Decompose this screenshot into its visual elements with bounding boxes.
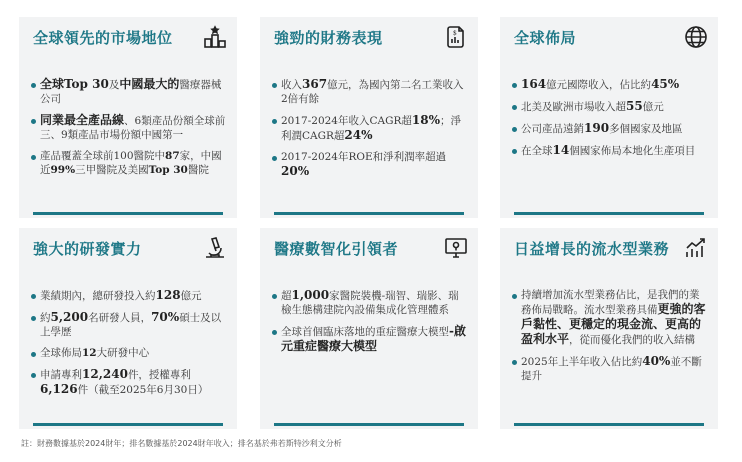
accent-bar bbox=[33, 212, 223, 215]
list-item: 產品覆蓋全球前100醫院中87家，中國近99%三甲醫院及美國Top 30醫院 bbox=[31, 149, 227, 177]
list-item: 164億元國際收入，佔比約45% bbox=[512, 77, 708, 92]
card-title: 全球佈局 bbox=[514, 29, 577, 47]
list-item: 北美及歐洲市場收入超55億元 bbox=[512, 99, 708, 114]
card-financial-performance bbox=[260, 17, 478, 218]
accent-bar bbox=[274, 212, 464, 215]
card-recurring-business bbox=[500, 228, 718, 429]
list-item: 公司產品遠銷190多個國家及地區 bbox=[512, 121, 708, 136]
card-title: 全球領先的市場地位 bbox=[33, 29, 173, 47]
list-item: 2017-2024年ROE和淨利潤率超過20% bbox=[272, 150, 468, 179]
accent-bar bbox=[514, 212, 704, 215]
globe-icon bbox=[684, 25, 708, 49]
podium-icon bbox=[203, 25, 227, 49]
card-title: 日益增長的流水型業務 bbox=[514, 240, 670, 258]
list-item: 2025年上半年收入佔比約40%並不斷提升 bbox=[512, 354, 708, 383]
list-item: 2017-2024年收入CAGR超18%；淨利潤CAGR超24% bbox=[272, 113, 468, 143]
card-global-presence bbox=[500, 17, 718, 218]
financial-report-icon bbox=[444, 25, 468, 49]
accent-bar bbox=[514, 423, 704, 426]
monitor-chip-icon bbox=[444, 236, 468, 260]
list-item: 申請專利12,240件，授權專利6,126件（截至2025年6月30日） bbox=[31, 367, 227, 397]
accent-bar bbox=[33, 423, 223, 426]
card-market-position bbox=[19, 17, 237, 218]
list-item: 業績期內，總研發投入約128億元 bbox=[31, 288, 227, 303]
svg-text:$: $ bbox=[453, 30, 457, 37]
accent-bar bbox=[274, 423, 464, 426]
card-title: 強勁的財務表現 bbox=[274, 29, 383, 47]
microscope-icon bbox=[203, 236, 227, 260]
footnote: 註：財務數據基於2024財年；排名數據基於2024財年收入；排名基於弗若斯特沙利文分析 bbox=[21, 439, 342, 448]
card-digital-leader bbox=[260, 228, 478, 429]
card-title: 醫療數智化引領者 bbox=[274, 240, 399, 258]
list-item: 約5,200名研發人員，70%碩士及以上學歷 bbox=[31, 310, 227, 339]
growth-chart-icon bbox=[684, 236, 708, 260]
list-item: 全球佈局12大研發中心 bbox=[31, 346, 227, 360]
list-item: 全球Top 30及中國最大的醫療器械公司 bbox=[31, 77, 227, 106]
list-item: 同業最全產品線、6類產品份額全球前三、9類產品市場份額中國第一 bbox=[31, 113, 227, 142]
card-title: 強大的研發實力 bbox=[33, 240, 142, 258]
list-item: 超1,000家醫院裝機-瑞智、瑞影、瑞檢生態構建院內設備集成化管理體系 bbox=[272, 288, 468, 317]
list-item: 全球首個臨床落地的重症醫療大模型-啟元重症醫療大模型 bbox=[272, 324, 468, 354]
card-rnd-strength bbox=[19, 228, 237, 429]
list-item: 在全球14個國家佈局本地化生產項目 bbox=[512, 143, 708, 158]
list-item: 收入367億元，為國內第二名工業收入2倍有餘 bbox=[272, 77, 468, 106]
list-item: 持續增加流水型業務佔比，是我們的業務佈局戰略。流水型業務具備更強的客戶黏性、更穩定的現金流、更高的盈利水平，從而優化我們的收入結構 bbox=[512, 288, 708, 347]
